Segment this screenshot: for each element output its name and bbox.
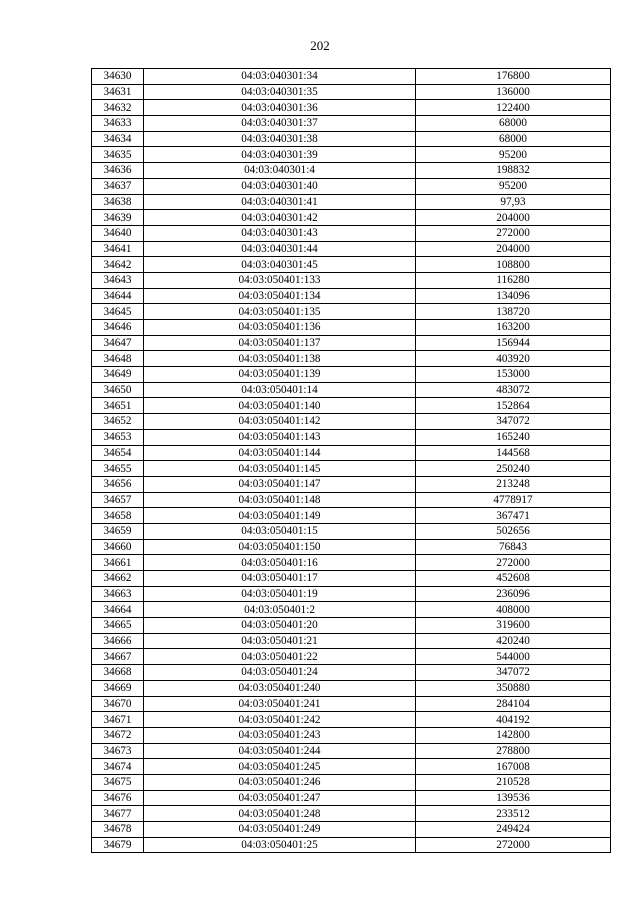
cadastral-value-cell: 250240 <box>416 461 611 477</box>
table-row <box>92 84 611 100</box>
cadastral-value-cell: 198832 <box>416 163 611 179</box>
cadastral-number-cell: 04:03:050401:247 <box>144 790 416 806</box>
table-row <box>92 523 611 539</box>
cadastral-value-cell: 167008 <box>416 759 611 775</box>
cadastral-number-cell: 04:03:040301:45 <box>144 257 416 273</box>
cadastral-number-cell: 04:03:050401:137 <box>144 335 416 351</box>
table-row <box>92 837 611 853</box>
cadastral-number-cell: 04:03:040301:43 <box>144 225 416 241</box>
row-number-cell: 34646 <box>92 320 144 336</box>
table-row <box>92 210 611 226</box>
cadastral-value-cell: 403920 <box>416 351 611 367</box>
cadastral-value-cell: 95200 <box>416 147 611 163</box>
cadastral-value-cell: 213248 <box>416 476 611 492</box>
cadastral-value-cell: 278800 <box>416 743 611 759</box>
cadastral-number-cell: 04:03:050401:139 <box>144 367 416 383</box>
row-number-cell: 34637 <box>92 178 144 194</box>
table-row <box>92 100 611 116</box>
cadastral-number-cell: 04:03:050401:15 <box>144 523 416 539</box>
table-row <box>92 727 611 743</box>
table-row <box>92 382 611 398</box>
table-row <box>92 476 611 492</box>
cadastral-number-cell: 04:03:050401:242 <box>144 712 416 728</box>
row-number-cell: 34633 <box>92 116 144 132</box>
cadastral-value-cell: 108800 <box>416 257 611 273</box>
cadastral-number-cell: 04:03:050401:134 <box>144 288 416 304</box>
table-row <box>92 241 611 257</box>
table-row <box>92 131 611 147</box>
row-number-cell: 34674 <box>92 759 144 775</box>
cadastral-value-cell: 176800 <box>416 69 611 85</box>
table-row <box>92 555 611 571</box>
cadastral-number-cell: 04:03:040301:42 <box>144 210 416 226</box>
page-number: 202 <box>310 38 330 53</box>
table-row <box>92 680 611 696</box>
cadastral-value-cell: 483072 <box>416 382 611 398</box>
cadastral-value-cell: 138720 <box>416 304 611 320</box>
table-row <box>92 649 611 665</box>
row-number-cell: 34671 <box>92 712 144 728</box>
table-row <box>92 194 611 210</box>
cadastral-number-cell: 04:03:040301:37 <box>144 116 416 132</box>
row-number-cell: 34665 <box>92 618 144 634</box>
row-number-cell: 34638 <box>92 194 144 210</box>
cadastral-value-cell: 97,93 <box>416 194 611 210</box>
row-number-cell: 34630 <box>92 69 144 85</box>
cadastral-value-cell: 544000 <box>416 649 611 665</box>
row-number-cell: 34644 <box>92 288 144 304</box>
table-row <box>92 539 611 555</box>
cadastral-value-cell: 233512 <box>416 806 611 822</box>
row-number-cell: 34639 <box>92 210 144 226</box>
table-row <box>92 571 611 587</box>
cadastral-number-cell: 04:03:050401:21 <box>144 633 416 649</box>
cadastral-number-cell: 04:03:050401:249 <box>144 822 416 838</box>
cadastral-value-cell: 502656 <box>416 523 611 539</box>
cadastral-value-cell: 152864 <box>416 398 611 414</box>
table-row <box>92 288 611 304</box>
cadastral-number-cell: 04:03:050401:142 <box>144 414 416 430</box>
table-row <box>92 665 611 681</box>
cadastral-value-cell: 144568 <box>416 445 611 461</box>
cadastral-number-cell: 04:03:050401:144 <box>144 445 416 461</box>
row-number-cell: 34670 <box>92 696 144 712</box>
table-row <box>92 69 611 85</box>
row-number-cell: 34658 <box>92 508 144 524</box>
row-number-cell: 34631 <box>92 84 144 100</box>
table-row <box>92 351 611 367</box>
cadastral-number-cell: 04:03:050401:17 <box>144 571 416 587</box>
row-number-cell: 34647 <box>92 335 144 351</box>
cadastral-value-cell: 367471 <box>416 508 611 524</box>
cadastral-value-cell: 95200 <box>416 178 611 194</box>
row-number-cell: 34641 <box>92 241 144 257</box>
cadastral-value-cell: 272000 <box>416 837 611 853</box>
table-row <box>92 586 611 602</box>
cadastral-number-cell: 04:03:050401:136 <box>144 320 416 336</box>
cadastral-value-cell: 68000 <box>416 116 611 132</box>
row-number-cell: 34679 <box>92 837 144 853</box>
cadastral-value-cell: 452608 <box>416 571 611 587</box>
row-number-cell: 34672 <box>92 727 144 743</box>
cadastral-value-cell: 236096 <box>416 586 611 602</box>
table-row <box>92 743 611 759</box>
table-row <box>92 429 611 445</box>
cadastral-number-cell: 04:03:050401:19 <box>144 586 416 602</box>
row-number-cell: 34677 <box>92 806 144 822</box>
cadastral-number-cell: 04:03:050401:14 <box>144 382 416 398</box>
cadastral-number-cell: 04:03:050401:20 <box>144 618 416 634</box>
cadastral-number-cell: 04:03:050401:241 <box>144 696 416 712</box>
row-number-cell: 34676 <box>92 790 144 806</box>
cadastral-value-cell: 153000 <box>416 367 611 383</box>
cadastral-number-cell: 04:03:050401:143 <box>144 429 416 445</box>
row-number-cell: 34648 <box>92 351 144 367</box>
row-number-cell: 34661 <box>92 555 144 571</box>
row-number-cell: 34632 <box>92 100 144 116</box>
row-number-cell: 34664 <box>92 602 144 618</box>
cadastral-number-cell: 04:03:050401:16 <box>144 555 416 571</box>
table-row <box>92 806 611 822</box>
cadastral-value-cell: 350880 <box>416 680 611 696</box>
cadastral-value-cell: 249424 <box>416 822 611 838</box>
cadastral-number-cell: 04:03:050401:149 <box>144 508 416 524</box>
table-row <box>92 696 611 712</box>
cadastral-value-cell: 272000 <box>416 555 611 571</box>
row-number-cell: 34640 <box>92 225 144 241</box>
table-row <box>92 367 611 383</box>
cadastral-number-cell: 04:03:050401:147 <box>144 476 416 492</box>
cadastral-value-cell: 134096 <box>416 288 611 304</box>
cadastral-number-cell: 04:03:050401:22 <box>144 649 416 665</box>
row-number-cell: 34636 <box>92 163 144 179</box>
cadastral-number-cell: 04:03:040301:4 <box>144 163 416 179</box>
row-number-cell: 34668 <box>92 665 144 681</box>
cadastral-value-cell: 136000 <box>416 84 611 100</box>
cadastral-number-cell: 04:03:050401:148 <box>144 492 416 508</box>
cadastral-value-cell: 284104 <box>416 696 611 712</box>
cadastral-value-cell: 122400 <box>416 100 611 116</box>
cadastral-number-cell: 04:03:050401:248 <box>144 806 416 822</box>
table-row <box>92 116 611 132</box>
cadastral-value-cell: 404192 <box>416 712 611 728</box>
cadastral-number-cell: 04:03:040301:38 <box>144 131 416 147</box>
row-number-cell: 34654 <box>92 445 144 461</box>
cadastral-number-cell: 04:03:050401:243 <box>144 727 416 743</box>
row-number-cell: 34650 <box>92 382 144 398</box>
row-number-cell: 34666 <box>92 633 144 649</box>
row-number-cell: 34653 <box>92 429 144 445</box>
cadastral-value-cell: 4778917 <box>416 492 611 508</box>
cadastral-number-cell: 04:03:050401:140 <box>144 398 416 414</box>
table-row <box>92 147 611 163</box>
row-number-cell: 34656 <box>92 476 144 492</box>
cadastral-value-cell: 347072 <box>416 414 611 430</box>
table-row <box>92 602 611 618</box>
cadastral-number-cell: 04:03:050401:135 <box>144 304 416 320</box>
table-row <box>92 822 611 838</box>
table-row <box>92 508 611 524</box>
cadastral-value-cell: 210528 <box>416 774 611 790</box>
row-number-cell: 34669 <box>92 680 144 696</box>
cadastral-value-cell: 319600 <box>416 618 611 634</box>
cadastral-value-cell: 163200 <box>416 320 611 336</box>
cadastral-value-cell: 156944 <box>416 335 611 351</box>
cadastral-value-cell: 204000 <box>416 241 611 257</box>
cadastral-value-cell: 408000 <box>416 602 611 618</box>
row-number-cell: 34652 <box>92 414 144 430</box>
row-number-cell: 34662 <box>92 571 144 587</box>
row-number-cell: 34649 <box>92 367 144 383</box>
cadastral-value-cell: 116280 <box>416 272 611 288</box>
cadastral-value-cell: 420240 <box>416 633 611 649</box>
cadastral-value-cell: 165240 <box>416 429 611 445</box>
table-row <box>92 633 611 649</box>
row-number-cell: 34673 <box>92 743 144 759</box>
table-row <box>92 398 611 414</box>
row-number-cell: 34651 <box>92 398 144 414</box>
row-number-cell: 34655 <box>92 461 144 477</box>
table-row <box>92 163 611 179</box>
row-number-cell: 34643 <box>92 272 144 288</box>
row-number-cell: 34642 <box>92 257 144 273</box>
cadastral-number-cell: 04:03:050401:150 <box>144 539 416 555</box>
table-body <box>92 69 611 853</box>
table-row <box>92 774 611 790</box>
table-row <box>92 257 611 273</box>
row-number-cell: 34675 <box>92 774 144 790</box>
row-number-cell: 34678 <box>92 822 144 838</box>
row-number-cell: 34634 <box>92 131 144 147</box>
cadastral-number-cell: 04:03:050401:240 <box>144 680 416 696</box>
cadastral-number-cell: 04:03:050401:25 <box>144 837 416 853</box>
cadastral-number-cell: 04:03:050401:245 <box>144 759 416 775</box>
table-row <box>92 320 611 336</box>
cadastral-value-cell: 272000 <box>416 225 611 241</box>
table-row <box>92 414 611 430</box>
cadastral-value-cell: 68000 <box>416 131 611 147</box>
row-number-cell: 34635 <box>92 147 144 163</box>
table-row <box>92 304 611 320</box>
cadastral-number-cell: 04:03:050401:244 <box>144 743 416 759</box>
table-row <box>92 618 611 634</box>
cadastral-number-cell: 04:03:050401:138 <box>144 351 416 367</box>
row-number-cell: 34660 <box>92 539 144 555</box>
cadastral-number-cell: 04:03:040301:40 <box>144 178 416 194</box>
cadastral-value-cell: 76843 <box>416 539 611 555</box>
cadastral-number-cell: 04:03:040301:35 <box>144 84 416 100</box>
cadastral-number-cell: 04:03:050401:2 <box>144 602 416 618</box>
table-row <box>92 445 611 461</box>
table-row <box>92 759 611 775</box>
cadastral-value-cell: 204000 <box>416 210 611 226</box>
cadastral-number-cell: 04:03:050401:145 <box>144 461 416 477</box>
table-row <box>92 272 611 288</box>
cadastral-value-cell: 347072 <box>416 665 611 681</box>
table-row <box>92 712 611 728</box>
cadastral-number-cell: 04:03:040301:39 <box>144 147 416 163</box>
cadastral-number-cell: 04:03:040301:44 <box>144 241 416 257</box>
row-number-cell: 34663 <box>92 586 144 602</box>
cadastral-number-cell: 04:03:050401:24 <box>144 665 416 681</box>
cadastral-value-cell: 142800 <box>416 727 611 743</box>
table-row <box>92 492 611 508</box>
table-row <box>92 178 611 194</box>
cadastral-number-cell: 04:03:040301:34 <box>144 69 416 85</box>
cadastral-value-cell: 139536 <box>416 790 611 806</box>
table-row <box>92 335 611 351</box>
row-number-cell: 34645 <box>92 304 144 320</box>
cadastral-number-cell: 04:03:050401:133 <box>144 272 416 288</box>
cadastral-value-table <box>91 68 611 853</box>
table-row <box>92 225 611 241</box>
row-number-cell: 34667 <box>92 649 144 665</box>
cadastral-number-cell: 04:03:050401:246 <box>144 774 416 790</box>
row-number-cell: 34659 <box>92 523 144 539</box>
table-row <box>92 790 611 806</box>
cadastral-number-cell: 04:03:040301:41 <box>144 194 416 210</box>
table-row <box>92 461 611 477</box>
cadastral-number-cell: 04:03:040301:36 <box>144 100 416 116</box>
row-number-cell: 34657 <box>92 492 144 508</box>
